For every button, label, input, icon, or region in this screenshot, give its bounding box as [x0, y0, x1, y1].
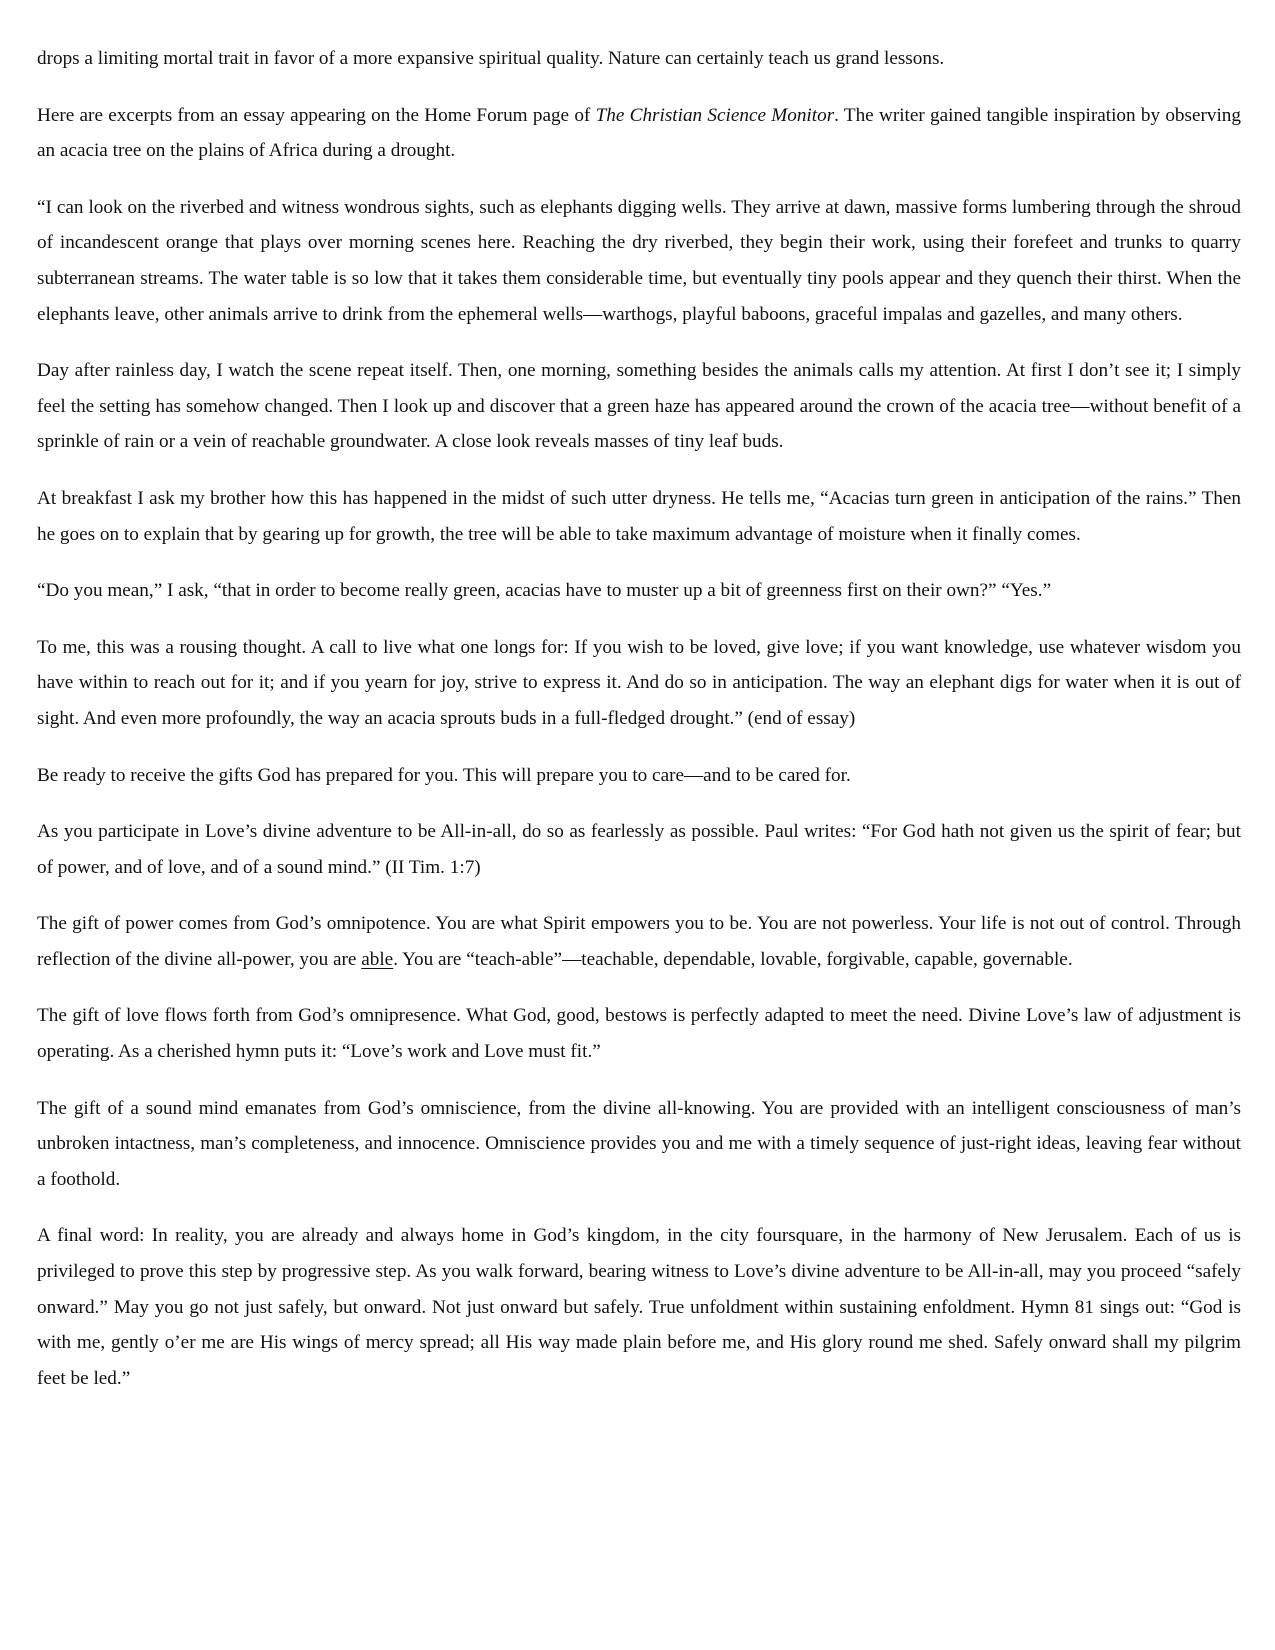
- paragraph-final-word: A final word: In reality, you are already and always home in God’s kingdom, in the city foursquare, in the harmony of New Jerusalem. Each of us is privileged to prove this step by progressive step. As you walk forward, bearing witness to Love’s divine adventure to be All-in-all, may you proceed “safely onward.” May you go not just safely, but onward. Not just onward but safely. True unfoldment within sustaining enfoldment. Hymn 81 sings out: “God is with me, gently o’er me are His wings of mercy spread; all His way made plain before me, and His glory round me shed. Safely onward shall my pilgrim feet be led.”: [37, 1225, 1241, 1389]
- document-page: [37, 41, 1241, 1417]
- paragraph-sound-mind: The gift of a sound mind emanates from God’s omniscience, from the divine all-knowing. You are provided with an intelligent consciousness of man’s unbroken intactness, man’s completeness, and innocence. Omniscience provides you and me with a timely sequence of just-right ideas, leaving fear without a foothold.: [37, 1097, 1241, 1190]
- paragraph-fearlessly: As you participate in Love’s divine adventure to be All-in-all, do so as fearlessly as possible. Paul writes: “For God hath not given us the spirit of fear; but of power, and of love, and of a sound mind.” (II Tim. 1:7): [37, 821, 1241, 878]
- paragraph-green-haze: Day after rainless day, I watch the scene repeat itself. Then, one morning, something besides the animals calls my attention. At first I don’t see it; I simply feel the setting has somehow changed. Then I look up and discover that a green haze has appeared around the crown of the acacia tree—without benefit of a sprinkle of rain or a vein of reachable groundwater. A close look reveals masses of tiny leaf buds.: [37, 360, 1241, 453]
- paragraph-nature-lessons: drops a limiting mortal trait in favor of a more expansive spiritual quality. Nature can certainly teach us grand lessons.: [37, 48, 945, 69]
- paragraph-essay-intro: [37, 98, 1241, 169]
- paragraph-breakfast: At breakfast I ask my brother how this has happened in the midst of such utter dryness. He tells me, “Acacias turn green in anticipation of the rains.” Then he goes on to explain that by gearing up for growth, the tree will be able to take maximum advantage of moisture when it finally comes.: [37, 487, 1241, 545]
- publication-title: The Christian Science Monitor: [595, 104, 835, 126]
- paragraph-rousing-thought: To me, this was a rousing thought. A call to live what one longs for: If you wish to be loved, give love; if you want knowledge, use whatever wisdom you have within to reach out for it; and if you yearn for joy, strive to express it. And do so in anticipation. The way an elephant digs for water when it is out of sight. And even more profoundly, the way an acacia sprouts buds in a full-fledged drought.” (end of essay): [37, 636, 1241, 729]
- essay-intro-text: Here are excerpts from an essay appearing on the Home Forum page of: [37, 104, 596, 126]
- paragraph-gift-of-power: [37, 906, 1241, 977]
- gift-of-power-text: The gift of power comes from God’s omnipotence. You are what Spirit empowers you to be. You are not powerless. Your life is not out of control. Through reflection of the divine all-power, you are: [37, 913, 1241, 970]
- underlined-word-able: able: [361, 948, 394, 970]
- paragraph-greenness-question: “Do you mean,” I ask, “that in order to become really green, acacias have to muster up a bit of greenness first on their own?” “Yes.”: [37, 580, 1052, 602]
- gift-of-power-text-end: . You are “teach-able”—teachable, dependable, lovable, forgivable, capable, governable.: [393, 948, 1073, 970]
- essay-intro-text-end: . The writer gained tangible inspiration by observing an acacia tree on the plains of Africa during a drought.: [37, 104, 1241, 162]
- paragraph-elephants: “I can look on the riverbed and witness wondrous sights, such as elephants digging wells. They arrive at dawn, massive forms lumbering through the shroud of incandescent orange that plays over morning scenes here. Reaching the dry riverbed, they begin their work, using their forefeet and trunks to quarry subterranean streams. The water table is so low that it takes them considerable time, but eventually tiny pools appear and they quench their thirst. When the elephants leave, other animals arrive to drink from the ephemeral wells—warthogs, playful baboons, graceful impalas and gazelles, and many others.: [37, 196, 1241, 325]
- paragraph-gift-of-love: The gift of love flows forth from God’s omnipresence. What God, good, bestows is perfectly adapted to meet the need. Divine Love’s law of adjustment is operating. As a cherished hymn puts it: “Love’s work and Love must fit.”: [37, 1005, 1241, 1063]
- paragraph-be-ready: Be ready to receive the gifts God has prepared for you. This will prepare you to care—and to be cared for.: [37, 764, 851, 786]
